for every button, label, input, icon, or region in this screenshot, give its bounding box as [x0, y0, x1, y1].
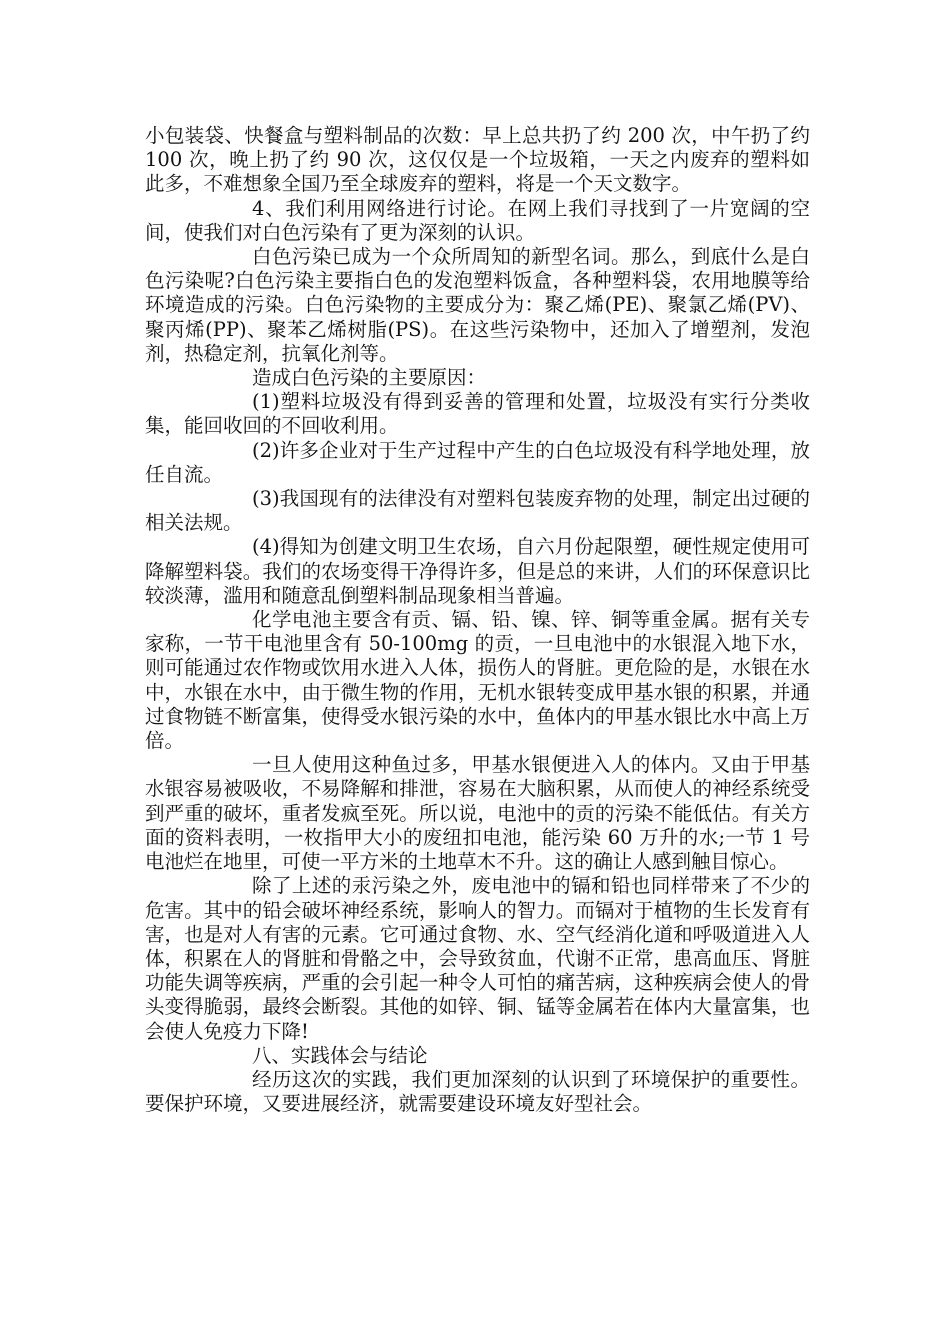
- paragraph-network-discussion: 4、我们利用网络进行讨论。在网上我们寻找到了一片宽阔的空间，使我们对白色污染有了更为深刻的认识。: [145, 196, 810, 244]
- paragraph-methylmercury: 一旦人使用这种鱼过多，甲基水银便进入人的体内。又由于甲基水银容易被吸收，不易降解和排泄，容易在大脑积累，从而使人的神经系统受到严重的破坏，重者发疯至死。所以说，电池中的贡的污染不能低估。有关方面的资料表明，一枚指甲大小的废纽扣电池，能污染 60 万升的水;一节 1 号电池烂在地里，可使一平方米的土地草木不升。这的确让人感到触目惊心。: [145, 753, 810, 874]
- paragraph-cause-4: (4)得知为创建文明卫生农场，自六月份起限塑，硬性规定使用可降解塑料袋。我们的农场变得干净得许多，但是总的来讲，人们的环保意识比较淡薄，滥用和随意乱倒塑料制品现象相当普遍。: [145, 535, 810, 607]
- paragraph-cause-2: (2)许多企业对于生产过程中产生的白色垃圾没有科学地处理，放任自流。: [145, 438, 810, 486]
- paragraph-cause-3: (3)我国现有的法律没有对塑料包装废弃物的处理，制定出过硬的相关法规。: [145, 487, 810, 535]
- paragraph-causes-intro: 造成白色污染的主要原因：: [252, 366, 487, 390]
- paragraph-cause-1: (1)塑料垃圾没有得到妥善的管理和处置，垃圾没有实行分类收集，能回收回的不回收利用。: [145, 390, 810, 438]
- paragraph-white-pollution-definition: 白色污染已成为一个众所周知的新型名词。那么，到底什么是白色污染呢?白色污染主要指白色的发泡塑料饭盒，各种塑料袋，农用地膜等给环境造成的污染。白色污染物的主要成分为：聚乙烯(PE)、聚氯乙烯(PV)、聚丙烯(PP)、聚苯乙烯树脂(PS)。在这些污染物中，还加入了增塑剂，发泡剂，热稳定剂，抗氧化剂等。: [145, 245, 810, 365]
- paragraph-battery-mercury: 化学电池主要含有贡、镉、铅、镍、锌、铜等重金属。据有关专家称，一节干电池里含有 50-100mg 的贡，一旦电池中的水银混入地下水，则可能通过农作物或饮用水进入人体，损伤人的肾脏。更危险的是，水银在水中，水银在水中，由于微生物的作用，无机水银转变成甲基水银的积累，并通过食物链不断富集，使得受水银污染的水中，鱼体内的甲基水银比水中高上万倍。: [145, 608, 810, 753]
- paragraph-plastic-count: 小包装袋、快餐盒与塑料制品的次数：早上总共扔了约 200 次，中午扔了约 100 次，晚上扔了约 90 次，这仅仅是一个垃圾箱，一天之内废弃的塑料如此多，不难想象全国乃至全球废弃的塑料，将是一个天文数字。: [145, 124, 810, 196]
- paragraph-cadmium-lead: 除了上述的汞污染之外，废电池中的镉和铅也同样带来了不少的危害。其中的铅会破坏神经系统，影响人的智力。而镉对于植物的生长发育有害，也是对人有害的元素。它可通过食物、水、空气经消化道和呼吸道进入人体，积累在人的肾脏和骨骼之中，会导致贫血，代谢不正常，患高血压、肾脏功能失调等疾病，严重的会引起一种令人可怕的痛苦病，这种疾病会使人的骨头变得脆弱，最终会断裂。其他的如锌、铜、锰等金属若在体内大量富集，也会使人免疫力下降!: [145, 874, 810, 1043]
- paragraph-conclusion: 经历这次的实践，我们更加深刻的认识到了环境保护的重要性。要保护环境，又要进展经济，就需要建设环境友好型社会。: [145, 1067, 810, 1116]
- document-page: [145, 124, 810, 1116]
- section-heading-conclusion: 八、实践体会与结论: [252, 1043, 428, 1067]
